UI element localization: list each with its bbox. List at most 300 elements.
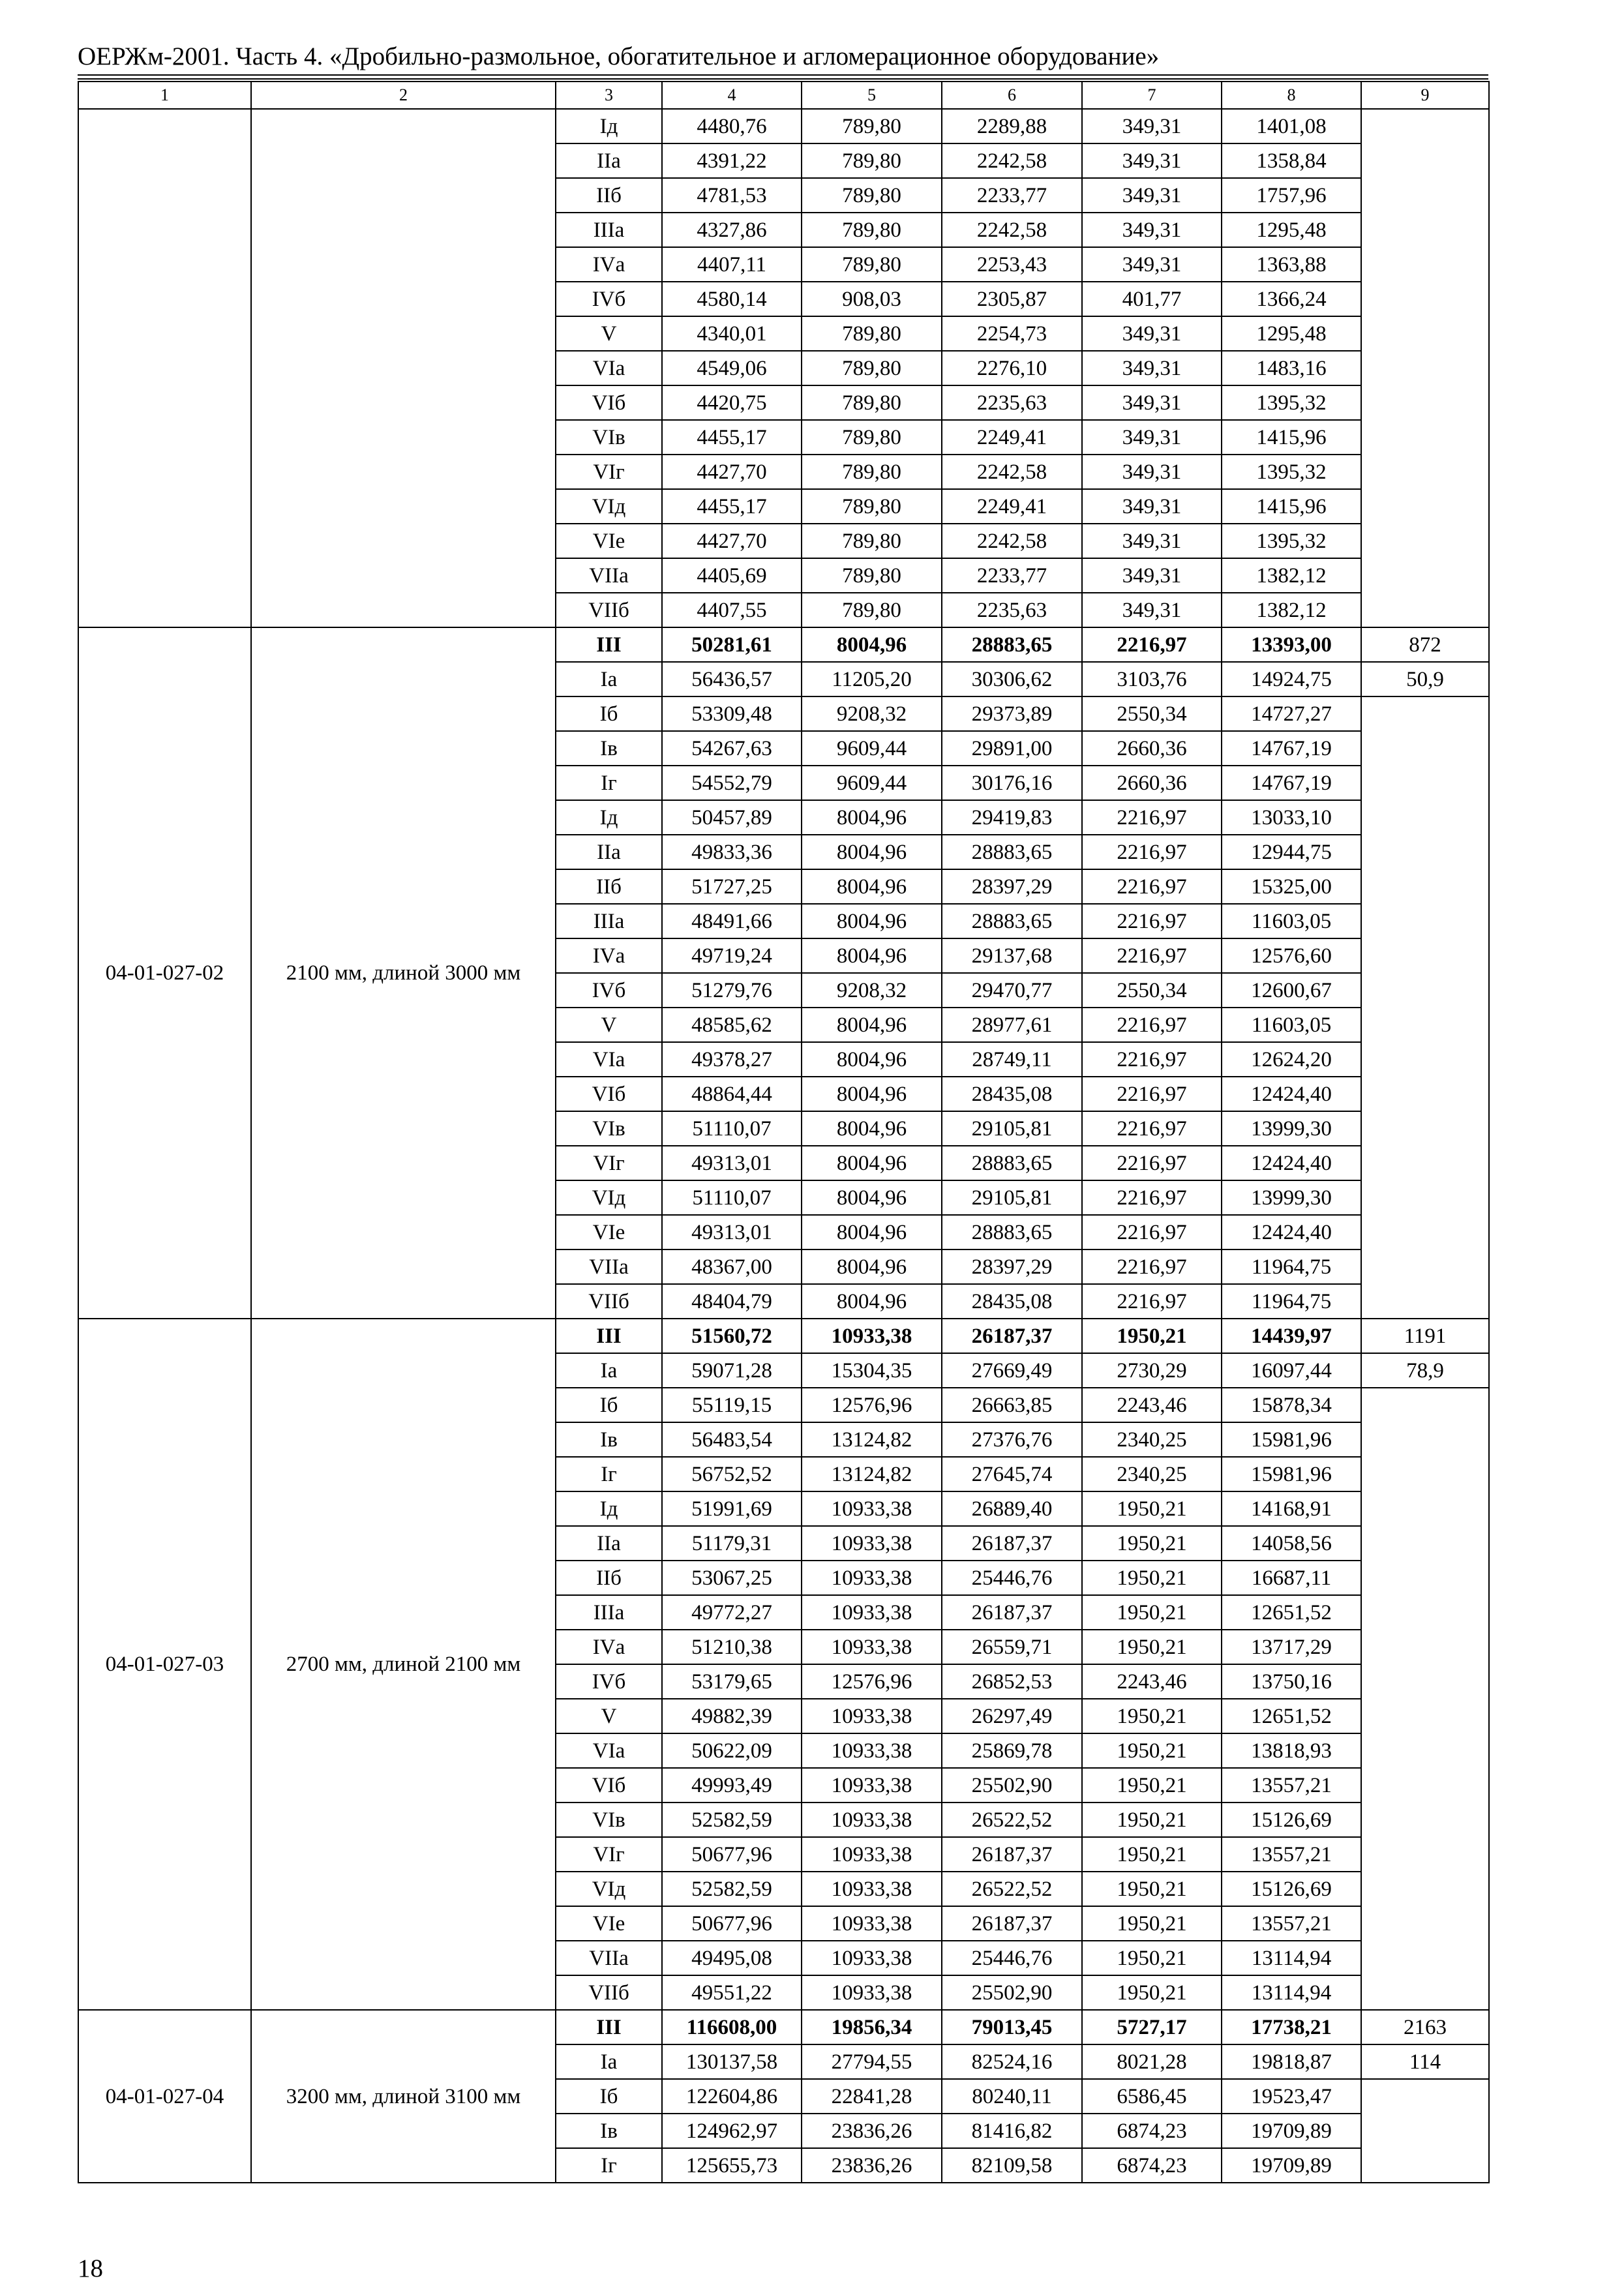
value-cell: 789,80 — [802, 524, 942, 558]
value-cell: 1395,32 — [1222, 385, 1361, 420]
value-cell: 49378,27 — [662, 1042, 802, 1077]
value-cell: 54552,79 — [662, 766, 802, 800]
value-cell: 8004,96 — [802, 1249, 942, 1284]
value-cell: 1950,21 — [1082, 1837, 1222, 1872]
value-cell: 50677,96 — [662, 1837, 802, 1872]
zone-cell: III — [556, 1319, 662, 1353]
value-cell: 29105,81 — [942, 1111, 1082, 1146]
value-cell: 9208,32 — [802, 696, 942, 731]
value-cell: 26663,85 — [942, 1388, 1082, 1422]
value-cell: 29891,00 — [942, 731, 1082, 766]
value-cell: 11603,05 — [1222, 904, 1361, 938]
value-cell: 28883,65 — [942, 1146, 1082, 1180]
value-cell: 81416,82 — [942, 2114, 1082, 2148]
zone-cell: VIIа — [556, 558, 662, 593]
value-cell: 2235,63 — [942, 593, 1082, 627]
notes-cell: 872 — [1361, 627, 1489, 662]
value-cell: 26187,37 — [942, 1595, 1082, 1630]
zone-cell: VIг — [556, 1146, 662, 1180]
value-cell: 789,80 — [802, 247, 942, 282]
value-cell: 49313,01 — [662, 1215, 802, 1249]
value-cell: 16097,44 — [1222, 1353, 1361, 1388]
value-cell: 11205,20 — [802, 662, 942, 696]
value-cell: 25502,90 — [942, 1975, 1082, 2010]
zone-cell: Iб — [556, 1388, 662, 1422]
column-number-row — [78, 82, 1489, 109]
zone-cell: IIIа — [556, 213, 662, 247]
zone-cell: IVб — [556, 1664, 662, 1699]
zone-cell: VIб — [556, 1077, 662, 1111]
value-cell: 349,31 — [1082, 385, 1222, 420]
value-cell: 4549,06 — [662, 351, 802, 385]
value-cell: 8004,96 — [802, 627, 942, 662]
value-cell: 52582,59 — [662, 1803, 802, 1837]
value-cell: 19818,87 — [1222, 2044, 1361, 2079]
value-cell: 30176,16 — [942, 766, 1082, 800]
value-cell: 1363,88 — [1222, 247, 1361, 282]
value-cell: 8004,96 — [802, 1008, 942, 1042]
value-cell: 2340,25 — [1082, 1422, 1222, 1457]
value-cell: 2216,97 — [1082, 627, 1222, 662]
value-cell: 4407,55 — [662, 593, 802, 627]
value-cell: 6586,45 — [1082, 2079, 1222, 2114]
value-cell: 15126,69 — [1222, 1872, 1361, 1906]
zone-cell: VIIа — [556, 1249, 662, 1284]
value-cell: 10933,38 — [802, 1906, 942, 1941]
value-cell: 789,80 — [802, 593, 942, 627]
code-cell — [78, 109, 251, 627]
value-cell: 12576,60 — [1222, 938, 1361, 973]
notes-cell: 1191 — [1361, 1319, 1489, 1353]
zone-cell: VIг — [556, 1837, 662, 1872]
value-cell: 2233,77 — [942, 178, 1082, 213]
value-cell: 8004,96 — [802, 869, 942, 904]
value-cell: 789,80 — [802, 385, 942, 420]
value-cell: 27794,55 — [802, 2044, 942, 2079]
value-cell: 50281,61 — [662, 627, 802, 662]
value-cell: 48585,62 — [662, 1008, 802, 1042]
value-cell: 349,31 — [1082, 489, 1222, 524]
value-cell: 25869,78 — [942, 1733, 1082, 1768]
value-cell: 1757,96 — [1222, 178, 1361, 213]
value-cell: 789,80 — [802, 109, 942, 143]
value-cell: 49833,36 — [662, 835, 802, 869]
value-cell: 349,31 — [1082, 524, 1222, 558]
value-cell: 1295,48 — [1222, 316, 1361, 351]
value-cell: 5727,17 — [1082, 2010, 1222, 2044]
value-cell: 349,31 — [1082, 558, 1222, 593]
column-number-cell: 5 — [802, 82, 942, 109]
value-cell: 8004,96 — [802, 938, 942, 973]
value-cell: 1415,96 — [1222, 489, 1361, 524]
value-cell: 789,80 — [802, 316, 942, 351]
value-cell: 4455,17 — [662, 489, 802, 524]
value-cell: 48367,00 — [662, 1249, 802, 1284]
value-cell: 14168,91 — [1222, 1491, 1361, 1526]
value-cell: 2730,29 — [1082, 1353, 1222, 1388]
value-cell: 349,31 — [1082, 593, 1222, 627]
zone-cell: Iд — [556, 1491, 662, 1526]
value-cell: 789,80 — [802, 455, 942, 489]
value-cell: 53309,48 — [662, 696, 802, 731]
price-table — [78, 81, 1490, 2183]
value-cell: 1950,21 — [1082, 1699, 1222, 1733]
value-cell: 2216,97 — [1082, 1077, 1222, 1111]
zone-cell: VIб — [556, 1768, 662, 1803]
value-cell: 124962,97 — [662, 2114, 802, 2148]
value-cell: 1483,16 — [1222, 351, 1361, 385]
value-cell: 13557,21 — [1222, 1837, 1361, 1872]
zone-cell: Iв — [556, 731, 662, 766]
table-row — [78, 2010, 1489, 2044]
header-rule-bottom — [78, 78, 1488, 80]
zone-cell: VIа — [556, 1042, 662, 1077]
zone-cell: Iг — [556, 2148, 662, 2183]
value-cell: 51110,07 — [662, 1111, 802, 1146]
value-cell: 15981,96 — [1222, 1422, 1361, 1457]
value-cell: 8004,96 — [802, 1146, 942, 1180]
value-cell: 50622,09 — [662, 1733, 802, 1768]
value-cell: 4427,70 — [662, 455, 802, 489]
value-cell: 10933,38 — [802, 1837, 942, 1872]
zone-cell: Iа — [556, 1353, 662, 1388]
value-cell: 1382,12 — [1222, 558, 1361, 593]
column-number-cell: 6 — [942, 82, 1082, 109]
value-cell: 349,31 — [1082, 316, 1222, 351]
zone-cell: VIа — [556, 1733, 662, 1768]
value-cell: 14727,27 — [1222, 696, 1361, 731]
value-cell: 56752,52 — [662, 1457, 802, 1491]
zone-cell: VIд — [556, 489, 662, 524]
notes-cell — [1361, 1388, 1489, 2010]
value-cell: 28883,65 — [942, 835, 1082, 869]
value-cell: 8004,96 — [802, 1077, 942, 1111]
value-cell: 789,80 — [802, 351, 942, 385]
value-cell: 8004,96 — [802, 1111, 942, 1146]
value-cell: 53179,65 — [662, 1664, 802, 1699]
value-cell: 28435,08 — [942, 1284, 1082, 1319]
value-cell: 349,31 — [1082, 213, 1222, 247]
value-cell: 10933,38 — [802, 1803, 942, 1837]
value-cell: 1950,21 — [1082, 1526, 1222, 1561]
zone-cell: VIд — [556, 1872, 662, 1906]
column-number-cell: 8 — [1222, 82, 1361, 109]
value-cell: 82109,58 — [942, 2148, 1082, 2183]
value-cell: 789,80 — [802, 213, 942, 247]
value-cell: 4480,76 — [662, 109, 802, 143]
description-cell: 2700 мм, длиной 2100 мм — [251, 1319, 556, 2010]
value-cell: 28977,61 — [942, 1008, 1082, 1042]
notes-cell: 114 — [1361, 2044, 1489, 2079]
value-cell: 26187,37 — [942, 1837, 1082, 1872]
value-cell: 2242,58 — [942, 455, 1082, 489]
value-cell: 26522,52 — [942, 1872, 1082, 1906]
value-cell: 1950,21 — [1082, 1561, 1222, 1595]
description-cell: 2100 мм, длиной 3000 мм — [251, 627, 556, 1319]
value-cell: 49551,22 — [662, 1975, 802, 2010]
value-cell: 349,31 — [1082, 351, 1222, 385]
value-cell: 10933,38 — [802, 1561, 942, 1595]
value-cell: 1401,08 — [1222, 109, 1361, 143]
value-cell: 13750,16 — [1222, 1664, 1361, 1699]
zone-cell: IVа — [556, 247, 662, 282]
value-cell: 4340,01 — [662, 316, 802, 351]
value-cell: 13114,94 — [1222, 1975, 1361, 2010]
value-cell: 28749,11 — [942, 1042, 1082, 1077]
value-cell: 1395,32 — [1222, 455, 1361, 489]
value-cell: 19709,89 — [1222, 2148, 1361, 2183]
value-cell: 2249,41 — [942, 489, 1082, 524]
page-header: ОЕРЖм-2001. Часть 4. «Дробильно-размольное, обогатительное и агломерационное оборудование» — [78, 42, 1160, 70]
value-cell: 1950,21 — [1082, 1630, 1222, 1664]
value-cell: 3103,76 — [1082, 662, 1222, 696]
code-cell: 04-01-027-02 — [78, 627, 251, 1319]
zone-cell: Iв — [556, 2114, 662, 2148]
value-cell: 1366,24 — [1222, 282, 1361, 316]
value-cell: 23836,26 — [802, 2148, 942, 2183]
value-cell: 789,80 — [802, 558, 942, 593]
value-cell: 10933,38 — [802, 1768, 942, 1803]
value-cell: 13557,21 — [1222, 1906, 1361, 1941]
value-cell: 130137,58 — [662, 2044, 802, 2079]
value-cell: 26187,37 — [942, 1319, 1082, 1353]
value-cell: 19856,34 — [802, 2010, 942, 2044]
page-number: 18 — [78, 2254, 103, 2282]
value-cell: 116608,00 — [662, 2010, 802, 2044]
value-cell: 27645,74 — [942, 1457, 1082, 1491]
value-cell: 1950,21 — [1082, 1768, 1222, 1803]
value-cell: 789,80 — [802, 178, 942, 213]
value-cell: 15981,96 — [1222, 1457, 1361, 1491]
value-cell: 2550,34 — [1082, 696, 1222, 731]
value-cell: 48491,66 — [662, 904, 802, 938]
value-cell: 10933,38 — [802, 1491, 942, 1526]
value-cell: 4327,86 — [662, 213, 802, 247]
value-cell: 2305,87 — [942, 282, 1082, 316]
value-cell: 2243,46 — [1082, 1388, 1222, 1422]
value-cell: 28883,65 — [942, 627, 1082, 662]
value-cell: 51110,07 — [662, 1180, 802, 1215]
value-cell: 80240,11 — [942, 2079, 1082, 2114]
zone-cell: IIIа — [556, 1595, 662, 1630]
value-cell: 2233,77 — [942, 558, 1082, 593]
table-row — [78, 1319, 1489, 1353]
value-cell: 59071,28 — [662, 1353, 802, 1388]
value-cell: 15304,35 — [802, 1353, 942, 1388]
value-cell: 122604,86 — [662, 2079, 802, 2114]
value-cell: 2254,73 — [942, 316, 1082, 351]
value-cell: 26559,71 — [942, 1630, 1082, 1664]
value-cell: 25446,76 — [942, 1561, 1082, 1595]
description-cell: 3200 мм, длиной 3100 мм — [251, 2010, 556, 2183]
column-number-cell: 1 — [78, 82, 251, 109]
value-cell: 349,31 — [1082, 178, 1222, 213]
value-cell: 13818,93 — [1222, 1733, 1361, 1768]
zone-cell: Iд — [556, 800, 662, 835]
value-cell: 15878,34 — [1222, 1388, 1361, 1422]
zone-cell: Iг — [556, 766, 662, 800]
value-cell: 19523,47 — [1222, 2079, 1361, 2114]
notes-cell — [1361, 109, 1489, 627]
value-cell: 11964,75 — [1222, 1284, 1361, 1319]
value-cell: 8004,96 — [802, 1042, 942, 1077]
value-cell: 349,31 — [1082, 247, 1222, 282]
table-row — [78, 109, 1489, 143]
value-cell: 15325,00 — [1222, 869, 1361, 904]
value-cell: 4420,75 — [662, 385, 802, 420]
zone-cell: III — [556, 2010, 662, 2044]
column-number-cell: 3 — [556, 82, 662, 109]
value-cell: 1950,21 — [1082, 1733, 1222, 1768]
value-cell: 29470,77 — [942, 973, 1082, 1008]
value-cell: 28397,29 — [942, 1249, 1082, 1284]
value-cell: 1950,21 — [1082, 1595, 1222, 1630]
value-cell: 51179,31 — [662, 1526, 802, 1561]
zone-cell: VIIб — [556, 1975, 662, 2010]
value-cell: 49882,39 — [662, 1699, 802, 1733]
value-cell: 2216,97 — [1082, 1284, 1222, 1319]
value-cell: 2660,36 — [1082, 731, 1222, 766]
value-cell: 52582,59 — [662, 1872, 802, 1906]
value-cell: 50677,96 — [662, 1906, 802, 1941]
zone-cell: VIв — [556, 1803, 662, 1837]
code-cell: 04-01-027-03 — [78, 1319, 251, 2010]
value-cell: 15126,69 — [1222, 1803, 1361, 1837]
zone-cell: VIIб — [556, 593, 662, 627]
value-cell: 26889,40 — [942, 1491, 1082, 1526]
value-cell: 82524,16 — [942, 2044, 1082, 2079]
value-cell: 56436,57 — [662, 662, 802, 696]
zone-cell: IVа — [556, 938, 662, 973]
value-cell: 26297,49 — [942, 1699, 1082, 1733]
value-cell: 8004,96 — [802, 1180, 942, 1215]
value-cell: 8004,96 — [802, 800, 942, 835]
value-cell: 2235,63 — [942, 385, 1082, 420]
value-cell: 51210,38 — [662, 1630, 802, 1664]
zone-cell: VIIб — [556, 1284, 662, 1319]
value-cell: 14767,19 — [1222, 766, 1361, 800]
value-cell: 4580,14 — [662, 282, 802, 316]
value-cell: 2216,97 — [1082, 869, 1222, 904]
value-cell: 13033,10 — [1222, 800, 1361, 835]
value-cell: 6874,23 — [1082, 2148, 1222, 2183]
value-cell: 13393,00 — [1222, 627, 1361, 662]
value-cell: 2216,97 — [1082, 1249, 1222, 1284]
value-cell: 13557,21 — [1222, 1768, 1361, 1803]
value-cell: 2216,97 — [1082, 938, 1222, 973]
value-cell: 1950,21 — [1082, 1906, 1222, 1941]
value-cell: 51727,25 — [662, 869, 802, 904]
value-cell: 49495,08 — [662, 1941, 802, 1975]
value-cell: 8004,96 — [802, 1284, 942, 1319]
value-cell: 2216,97 — [1082, 800, 1222, 835]
value-cell: 55119,15 — [662, 1388, 802, 1422]
value-cell: 789,80 — [802, 143, 942, 178]
value-cell: 9609,44 — [802, 766, 942, 800]
value-cell: 10933,38 — [802, 1975, 942, 2010]
description-cell — [251, 109, 556, 627]
zone-cell: VIе — [556, 1906, 662, 1941]
value-cell: 2242,58 — [942, 143, 1082, 178]
value-cell: 10933,38 — [802, 1699, 942, 1733]
value-cell: 12651,52 — [1222, 1699, 1361, 1733]
value-cell: 26522,52 — [942, 1803, 1082, 1837]
value-cell: 14058,56 — [1222, 1526, 1361, 1561]
value-cell: 12576,96 — [802, 1388, 942, 1422]
zone-cell: III — [556, 627, 662, 662]
value-cell: 10933,38 — [802, 1526, 942, 1561]
zone-cell: VIб — [556, 385, 662, 420]
value-cell: 2216,97 — [1082, 1008, 1222, 1042]
zone-cell: IVа — [556, 1630, 662, 1664]
value-cell: 9208,32 — [802, 973, 942, 1008]
value-cell: 26852,53 — [942, 1664, 1082, 1699]
value-cell: 1382,12 — [1222, 593, 1361, 627]
value-cell: 13999,30 — [1222, 1111, 1361, 1146]
column-number-cell: 2 — [251, 82, 556, 109]
value-cell: 1358,84 — [1222, 143, 1361, 178]
value-cell: 789,80 — [802, 420, 942, 455]
value-cell: 12424,40 — [1222, 1215, 1361, 1249]
value-cell: 349,31 — [1082, 455, 1222, 489]
value-cell: 2216,97 — [1082, 835, 1222, 869]
zone-cell: IIа — [556, 143, 662, 178]
zone-cell: IIб — [556, 178, 662, 213]
zone-cell: VIе — [556, 1215, 662, 1249]
value-cell: 30306,62 — [942, 662, 1082, 696]
value-cell: 12576,96 — [802, 1664, 942, 1699]
value-cell: 16687,11 — [1222, 1561, 1361, 1595]
zone-cell: VIIа — [556, 1941, 662, 1975]
value-cell: 8004,96 — [802, 835, 942, 869]
code-cell: 04-01-027-04 — [78, 2010, 251, 2183]
value-cell: 2289,88 — [942, 109, 1082, 143]
value-cell: 4781,53 — [662, 178, 802, 213]
notes-cell — [1361, 696, 1489, 1319]
value-cell: 14924,75 — [1222, 662, 1361, 696]
value-cell: 51991,69 — [662, 1491, 802, 1526]
header-rule-top — [78, 74, 1488, 76]
value-cell: 13717,29 — [1222, 1630, 1361, 1664]
value-cell: 908,03 — [802, 282, 942, 316]
zone-cell: IVб — [556, 282, 662, 316]
value-cell: 10933,38 — [802, 1733, 942, 1768]
value-cell: 4427,70 — [662, 524, 802, 558]
value-cell: 125655,73 — [662, 2148, 802, 2183]
value-cell: 10933,38 — [802, 1872, 942, 1906]
value-cell: 13124,82 — [802, 1422, 942, 1457]
value-cell: 2216,97 — [1082, 1180, 1222, 1215]
value-cell: 13124,82 — [802, 1457, 942, 1491]
value-cell: 1950,21 — [1082, 1941, 1222, 1975]
value-cell: 4455,17 — [662, 420, 802, 455]
zone-cell: V — [556, 316, 662, 351]
zone-cell: Iв — [556, 1422, 662, 1457]
zone-cell: V — [556, 1699, 662, 1733]
value-cell: 10933,38 — [802, 1319, 942, 1353]
value-cell: 28883,65 — [942, 904, 1082, 938]
value-cell: 49772,27 — [662, 1595, 802, 1630]
value-cell: 1950,21 — [1082, 1803, 1222, 1837]
zone-cell: IIб — [556, 869, 662, 904]
column-number-cell: 7 — [1082, 82, 1222, 109]
value-cell: 349,31 — [1082, 109, 1222, 143]
value-cell: 29105,81 — [942, 1180, 1082, 1215]
value-cell: 2660,36 — [1082, 766, 1222, 800]
zone-cell: VIе — [556, 524, 662, 558]
zone-cell: IVб — [556, 973, 662, 1008]
value-cell: 26187,37 — [942, 1906, 1082, 1941]
